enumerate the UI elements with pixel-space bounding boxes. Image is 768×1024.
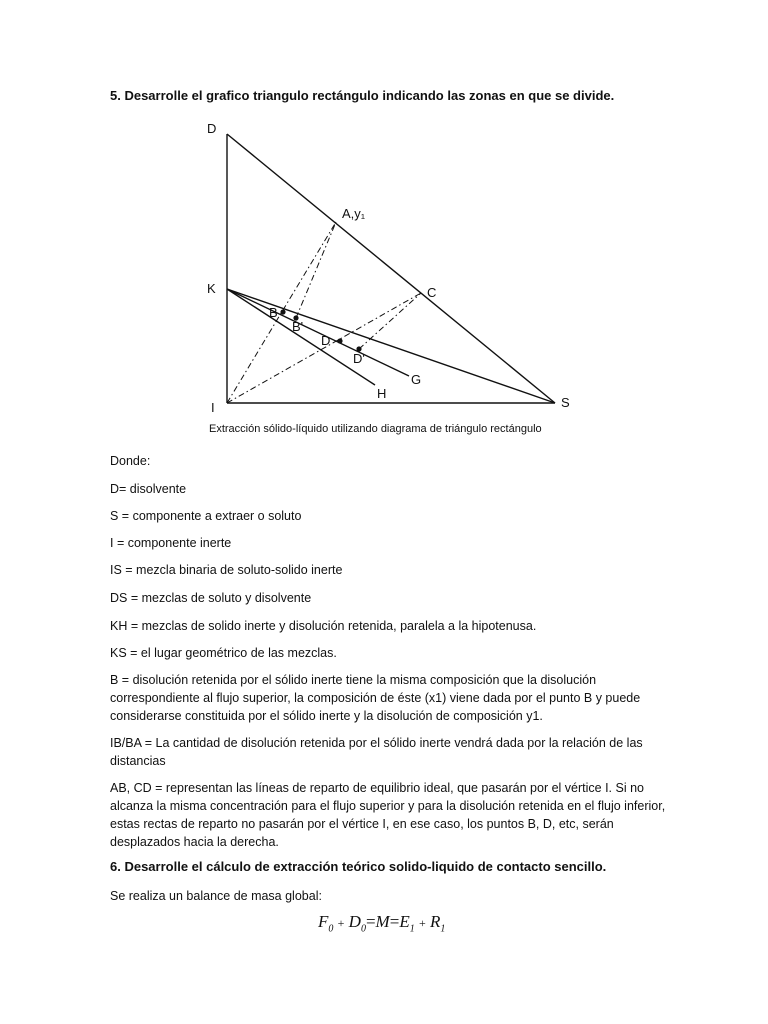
line-cd [359, 293, 421, 349]
point-d [337, 338, 342, 343]
line-kh [227, 289, 375, 385]
label-d: D [207, 121, 217, 136]
question-5: 5. Desarrolle el grafico triangulo rectángulo indicando las zonas en que se divide. [110, 88, 615, 103]
label-b: B [269, 305, 278, 320]
balance-intro: Se realiza un balance de masa global: [110, 889, 322, 903]
donde-heading: Donde: [110, 454, 151, 468]
label-s: S [561, 395, 570, 410]
def-d: D= disolvente [110, 482, 187, 496]
paragraph-ib-ba: IB/BA = La cantidad de disolución retenida por el sólido inerte vendrá dada por la relación de las distancias [110, 736, 643, 768]
line-kg [227, 289, 409, 376]
label-a: A,y₁ [342, 206, 366, 221]
line-ic [227, 293, 421, 403]
label-b-prime: B' [292, 319, 304, 334]
label-k: K [207, 281, 216, 296]
paragraph-ab-cd: AB, CD = representan las líneas de reparto de equilibrio ideal, que pasarán por el vértice I. Si no alcanza la misma concentración para el flujo superior y para la disolución retenida en el flujo inferior, estas rectas de reparto no pasarán por el vértice I, en ese caso, los puntos B, D, etc, serán desplazados hacia la derecha. [110, 781, 666, 849]
label-d-prime: D' [353, 351, 365, 366]
point-b [280, 309, 285, 314]
def-i: I = componente inerte [110, 536, 232, 550]
label-c: C [427, 285, 437, 300]
def-is: IS = mezcla binaria de soluto-solido inerte [110, 563, 343, 577]
question-6: 6. Desarrolle el cálculo de extracción teórico solido-liquido de contacto sencillo. [110, 859, 607, 874]
def-ds: DS = mezclas de soluto y disolvente [110, 591, 312, 605]
def-ks: KS = el lugar geométrico de las mezclas. [110, 646, 337, 660]
label-d-inner: D [321, 333, 331, 348]
hypotenuse-ds [227, 134, 555, 403]
def-s: S = componente a extraer o soluto [110, 509, 302, 523]
label-h: H [377, 386, 387, 401]
label-g: G [411, 372, 422, 387]
label-i: I [211, 400, 215, 415]
diagram-caption: Extracción sólido-líquido utilizando diagrama de triángulo rectángulo [209, 423, 542, 435]
mass-balance-equation: $F_0 + D_0=M=E_1 + R_1$ [318, 912, 446, 935]
line-ab [296, 222, 336, 318]
def-kh: KH = mezclas de solido inerte y disolución retenida, paralela a la hipotenusa. [110, 619, 537, 633]
paragraph-b: B = disolución retenida por el sólido inerte tiene la misma composición que la disolución correspondiente al flujo superior, la composición de éste (x1) viene dada por el punto B y puede considerarse constituida por el sólido inerte y la disolución de composición y1. [110, 673, 641, 723]
triangle-diagram [195, 112, 595, 442]
